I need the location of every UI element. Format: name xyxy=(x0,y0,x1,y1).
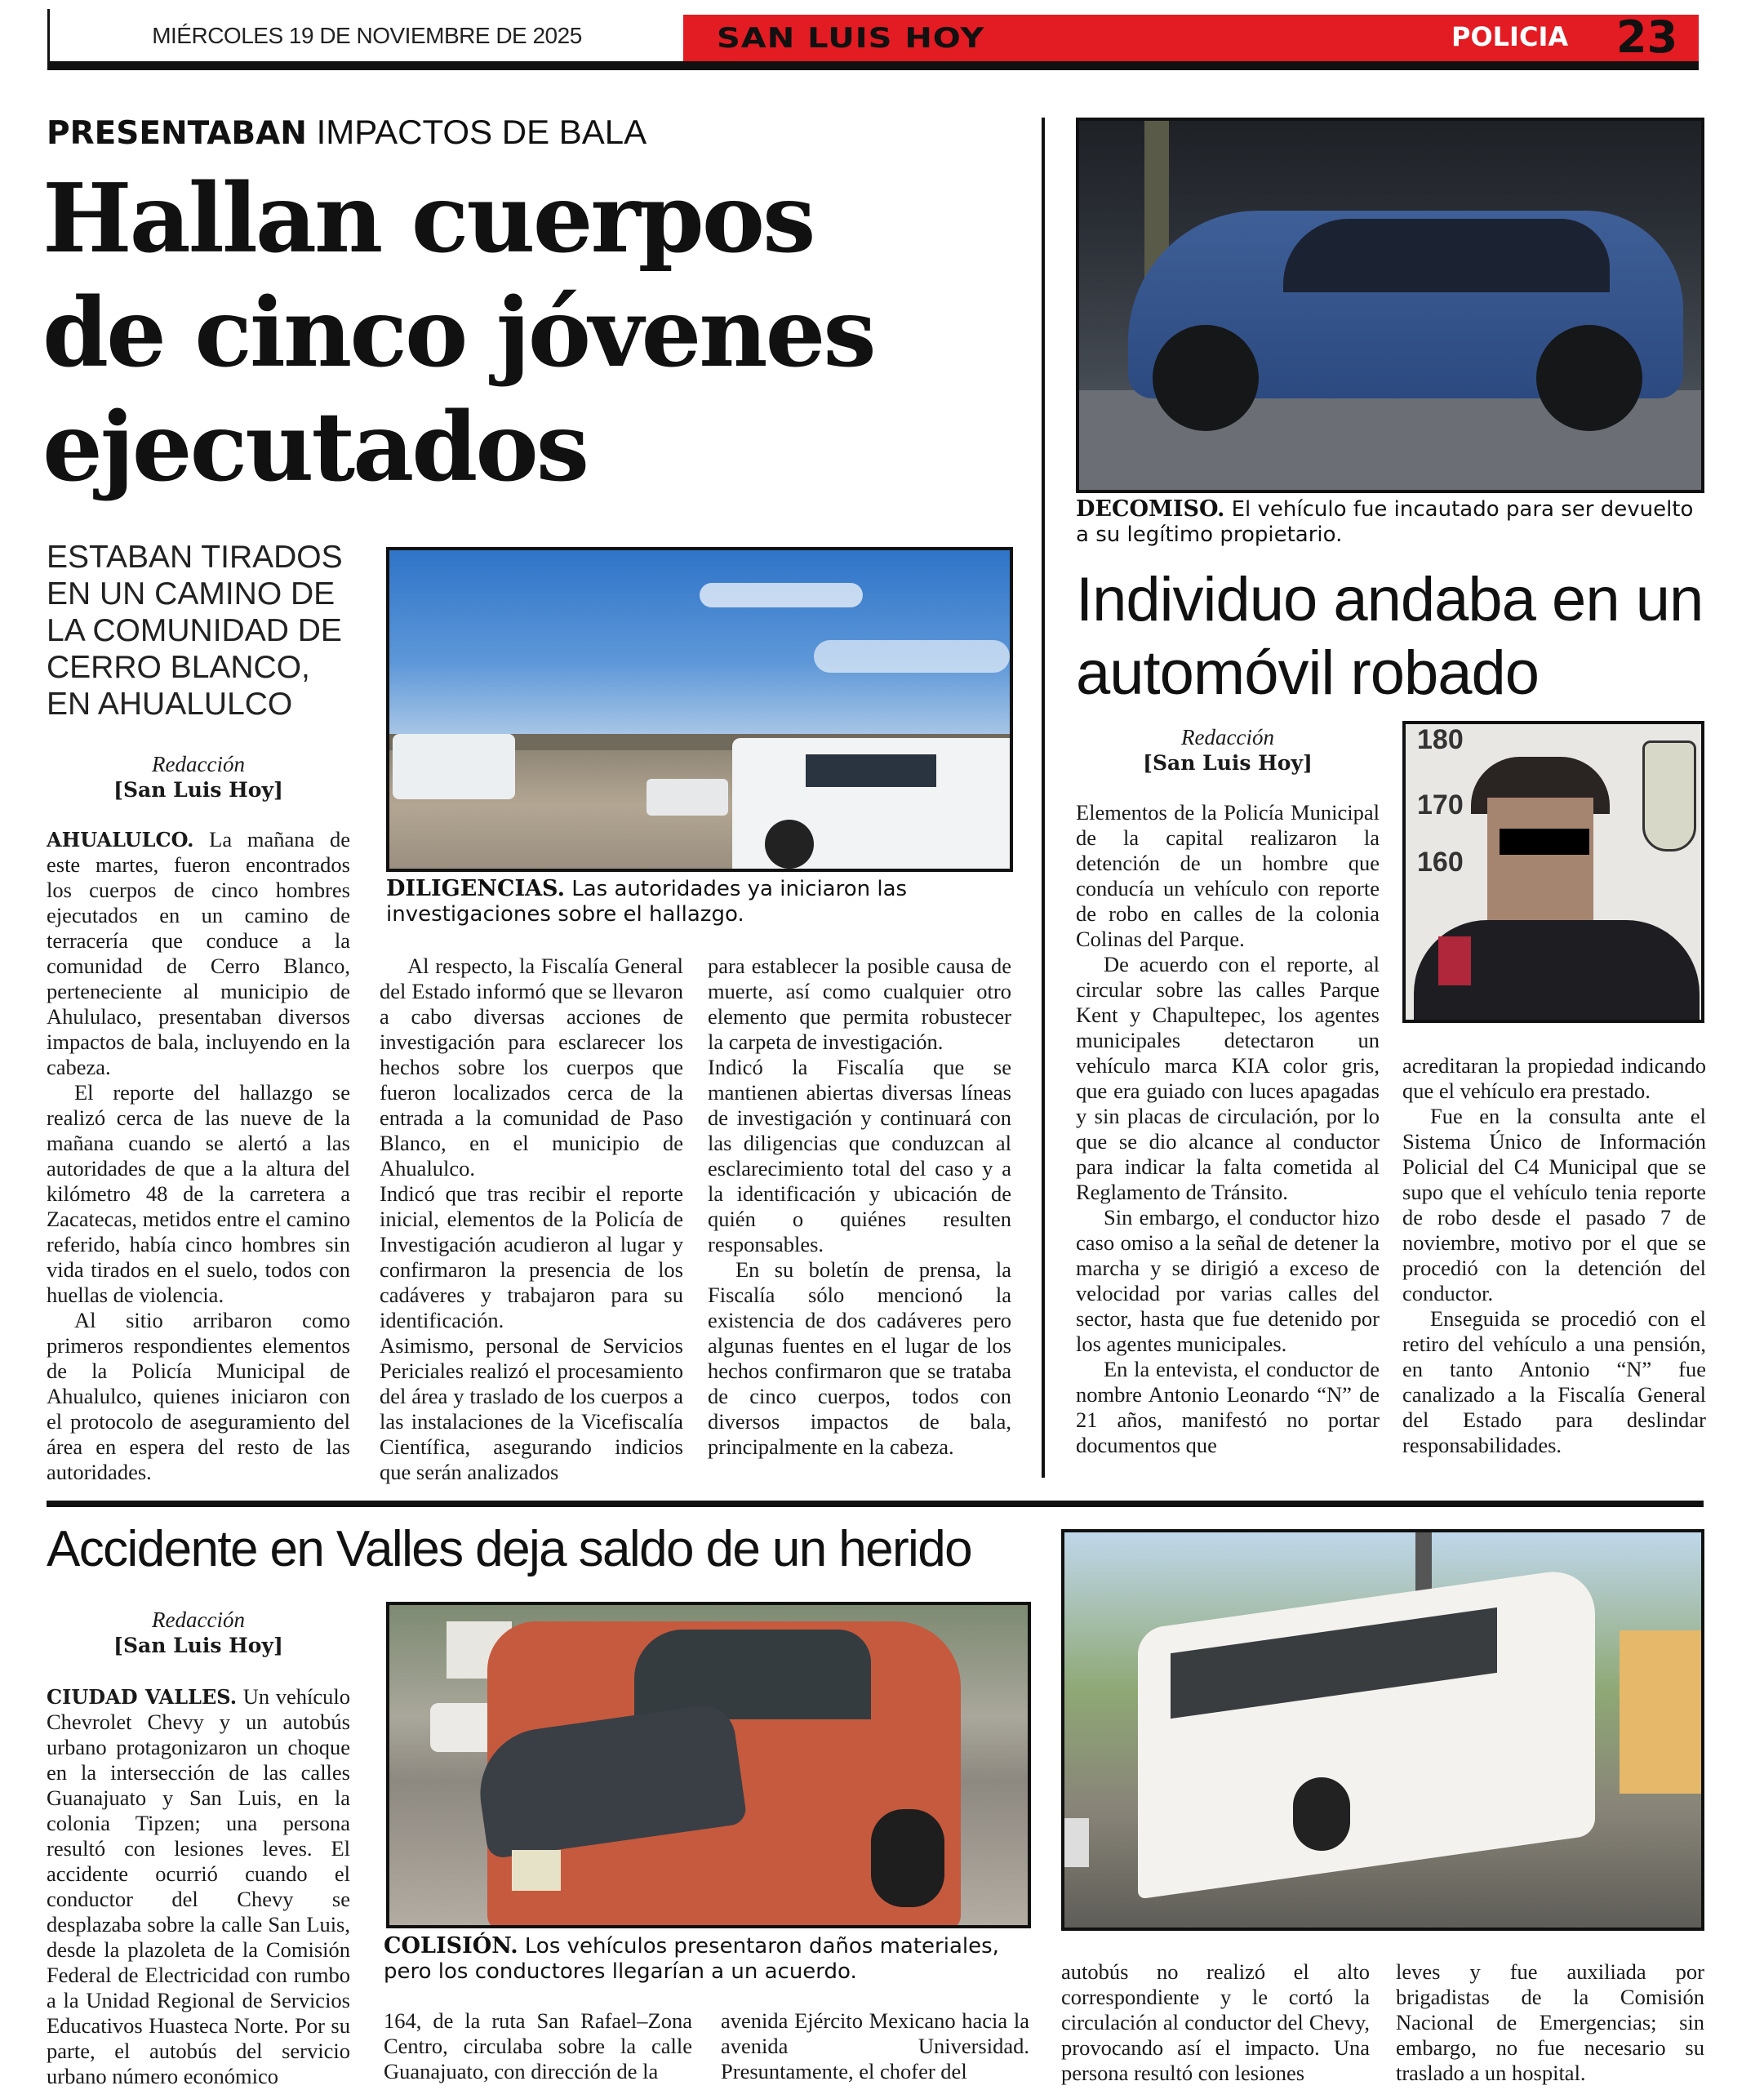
paragraph: Sin embargo, el conductor hizo caso omiso a la señal de detener la marcha y se dirigió a exceso de velocidad por varias calles del sector, hasta que fue detenido por los agentes municipales. xyxy=(1076,1205,1380,1356)
censor-bar xyxy=(1500,829,1589,855)
paragraph: La mañana de este martes, fueron encontrados los cuerpos de cinco hombres ejecutados en un camino de terracería que conduce a la comunidad de Cerro Blanco, perteneciente al municipio de Ahululaco, presentaban diversos impactos de bala, incluyendo en la cabeza. xyxy=(47,827,350,1079)
section-rule xyxy=(47,1501,1704,1507)
headline-line: de cinco jóvenes xyxy=(42,278,874,389)
headline-line: Hallan cuerpos xyxy=(42,163,814,274)
main-column-1 xyxy=(47,827,350,1485)
kicker-bold: PRESENTABAN xyxy=(47,115,307,152)
accident-column-3 xyxy=(721,2008,1029,2084)
byline-author: Redacción xyxy=(152,1608,245,1632)
paragraph: para establecer la posible causa de muerte, así como cualquier otro elemento que permita robustecer la carpeta de investigación. xyxy=(708,954,1011,1054)
byline-outlet: [San Luis Hoy] xyxy=(1143,751,1313,775)
caption-text: El vehículo fue incautado para ser devuelto a su legítimo propietario. xyxy=(1076,497,1694,547)
crashed-car-photo xyxy=(386,1602,1031,1928)
height-mark: 160 xyxy=(1417,847,1464,878)
suspect-mugshot xyxy=(1402,721,1704,1023)
main-byline xyxy=(47,751,350,803)
crash-photo-caption xyxy=(384,1933,1037,1985)
caption-lead: DECOMISO. xyxy=(1076,496,1225,522)
caption-text: Las autoridades ya iniciaron las investigaciones sobre el hallazgo. xyxy=(386,877,908,927)
car-column-2 xyxy=(1402,1053,1706,1458)
paragraph: acreditaran la propiedad indicando que el vehículo era prestado. xyxy=(1402,1053,1706,1103)
paragraph: 164, de la ruta San Rafael–Zona Centro, circulaba sobre la calle Guanajuato, con dirección de la xyxy=(384,2008,692,2083)
accident-column-4 xyxy=(1061,1959,1370,2086)
paragraph: Fue en la consulta ante el Sistema Único de Información Policial del C4 Municipal que se supo que el vehículo tenia reporte de robo desde el pasado 7 de noviembre, motivo por el que se procedió con la detención del conductor. xyxy=(1402,1104,1706,1305)
page-number: 23 xyxy=(1616,11,1678,63)
paragraph: avenida Ejército Mexicano hacia la avenida Universidad. Presuntamente, el chofer del xyxy=(721,2008,1029,2083)
paragraph: Enseguida se procedió con el retiro del vehículo a una pensión, en tanto Antonio “N” fue canalizado a la Fiscalía General del Estado para deslindar responsabilidades. xyxy=(1402,1306,1706,1457)
paragraph: De acuerdo con el reporte, al circular sobre las calles Parque Kent y Chapultepec, los agentes municipales detectaron un vehículo marca KIA color gris, que era guiado con luces apagadas y sin placas de circulación, por lo que se dio alcance al conductor para indicar la falta cometida al Reglamento de Tránsito. xyxy=(1076,952,1380,1204)
height-mark: 180 xyxy=(1417,724,1464,755)
paragraph: Elementos de la Policía Municipal de la capital realizaron la detención de un hombre que conducía un vehículo con reporte de robo en calles de la colonia Colinas del Parque. xyxy=(1076,800,1380,951)
car-byline xyxy=(1076,724,1380,776)
main-column-3 xyxy=(708,954,1011,1460)
main-headline xyxy=(42,162,874,505)
paragraph: Al respecto, la Fiscalía General del Estado informó que se llevaron a cabo diversas acciones de investigación para esclarecer los hechos sobre los cuerpos que fueron localizados cerca de la entrada a la comunidad de Paso Blanco, en el municipio de Ahualulco. xyxy=(380,954,683,1181)
paragraph: El reporte del hallazgo se realizó cerca de las nueve de la mañana cuando se alertó a las autoridades de que a la altura del kilómetro 48 de la carretera a Zacatecas, metidos entre el camino referido, había cinco hombres sin vida tirados en el suelo, todos con huellas de violencia. xyxy=(47,1080,350,1307)
paragraph: Indicó la Fiscalía que se mantienen abiertas diversas líneas de investigación y continuará con las diligencias que conduzcan al esclarecimiento total del caso y a la identificación y ubicación de quién o quiénes resulten responsables. xyxy=(708,1055,1011,1256)
accident-byline xyxy=(47,1607,350,1659)
caption-lead: COLISIÓN. xyxy=(384,1933,518,1959)
seized-car-photo xyxy=(1076,118,1704,493)
paragraph: Un vehículo Chevrolet Chevy y un autobús urbano protagonizaron un choque en la intersección de las calles Guanajuato y San Luis, en la colonia Tipzen; una persona resultó con lesiones leves. El accidente ocurrió cuando el conductor del Chevy se desplazaba sobre la calle San Luis, desde la plazoleta de la Comisión Federal de Electricidad con rumbo a la Unidad Regional de Servicios Educativos Huasteca Norte. Por su parte, el autobús del servicio urbano número económico xyxy=(47,1684,350,2088)
kicker-rest: IMPACTOS DE BALA xyxy=(306,113,647,151)
dateline: CIUDAD VALLES. xyxy=(47,1685,238,1709)
newspaper-name: SAN LUIS HOY xyxy=(717,22,985,55)
accident-column-2 xyxy=(384,2008,692,2084)
main-subhead: ESTABAN TIRADOS EN UN CAMINO DE LA COMUNIDAD DE CERRO BLANCO, EN AHUALULCO xyxy=(47,540,343,722)
paragraph: En su boletín de prensa, la Fiscalía sólo mencionó la existencia de dos cadáveres pero algunas fuentes en el lugar de los hechos confirmaron que se trataba de cinco cuerpos, todos con diversos impactos de bala, principalmente en la cabeza. xyxy=(708,1257,1011,1459)
height-mark: 170 xyxy=(1417,789,1464,820)
paragraph: Asimismo, personal de Servicios Periciales realizó el procesamiento del área y traslado de los cuerpos a las instalaciones de la Vicefiscalía Científica, asegurando indicios que serán analizados xyxy=(380,1333,683,1484)
car-photo-caption xyxy=(1076,496,1713,548)
paragraph: En la entevista, el conductor de nombre Antonio Leonardo “N” de 21 años, manifestó no portar documentos que xyxy=(1076,1357,1380,1457)
bus-photo xyxy=(1061,1529,1704,1931)
section-name: POLICIA xyxy=(1451,21,1569,52)
caption-text: Los vehículos presentaron daños materiales, pero los conductores llegarían a un acuerdo. xyxy=(384,1934,999,1984)
main-kicker xyxy=(47,113,647,152)
police-scene-photo xyxy=(386,547,1013,872)
caption-lead: DILIGENCIAS. xyxy=(386,876,565,901)
paragraph: leves y fue auxiliada por brigadistas de la Comisión Nacional de Emergencias; sin embargo, no fue necesario su traslado a un hospital. xyxy=(1396,1959,1704,2085)
main-column-2 xyxy=(380,954,683,1485)
byline-outlet: [San Luis Hoy] xyxy=(113,1634,283,1657)
byline-outlet: [San Luis Hoy] xyxy=(113,778,283,802)
accident-column-5 xyxy=(1396,1959,1704,2086)
car-column-1 xyxy=(1076,800,1380,1458)
byline-author: Redacción xyxy=(1181,725,1274,749)
column-divider xyxy=(1042,118,1045,1478)
headline-line: ejecutados xyxy=(42,392,588,503)
issue-date: MIÉRCOLES 19 DE NOVIEMBRE DE 2025 xyxy=(152,23,582,48)
dateline: AHUALULCO. xyxy=(47,828,194,852)
paragraph: Indicó que tras recibir el reporte inicial, elementos de la Policía de Investigación acudieron al lugar y confirmaron la presencia de los cadáveres y trabajaron para su identificación. xyxy=(380,1181,683,1332)
accident-column-1 xyxy=(47,1684,350,2089)
paragraph: autobús no realizó el alto correspondiente y le cortó la circulación al conductor del Chevy, provocando así el impacto. Una persona resultó con lesiones xyxy=(1061,1959,1370,2085)
main-photo-caption xyxy=(386,876,1023,927)
accident-headline: Accidente en Valles deja saldo de un herido xyxy=(47,1521,971,1577)
paragraph: Al sitio arribaron como primeros respondientes elementos de la Policía Municipal de Ahualulco, quienes iniciaron con el protocolo de aseguramiento del área en espera del resto de las autoridades. xyxy=(47,1308,350,1484)
header-bottom-rule xyxy=(47,61,1699,70)
byline-author: Redacción xyxy=(152,752,245,776)
car-headline: Individuo andaba en un automóvil robado xyxy=(1076,565,1704,708)
